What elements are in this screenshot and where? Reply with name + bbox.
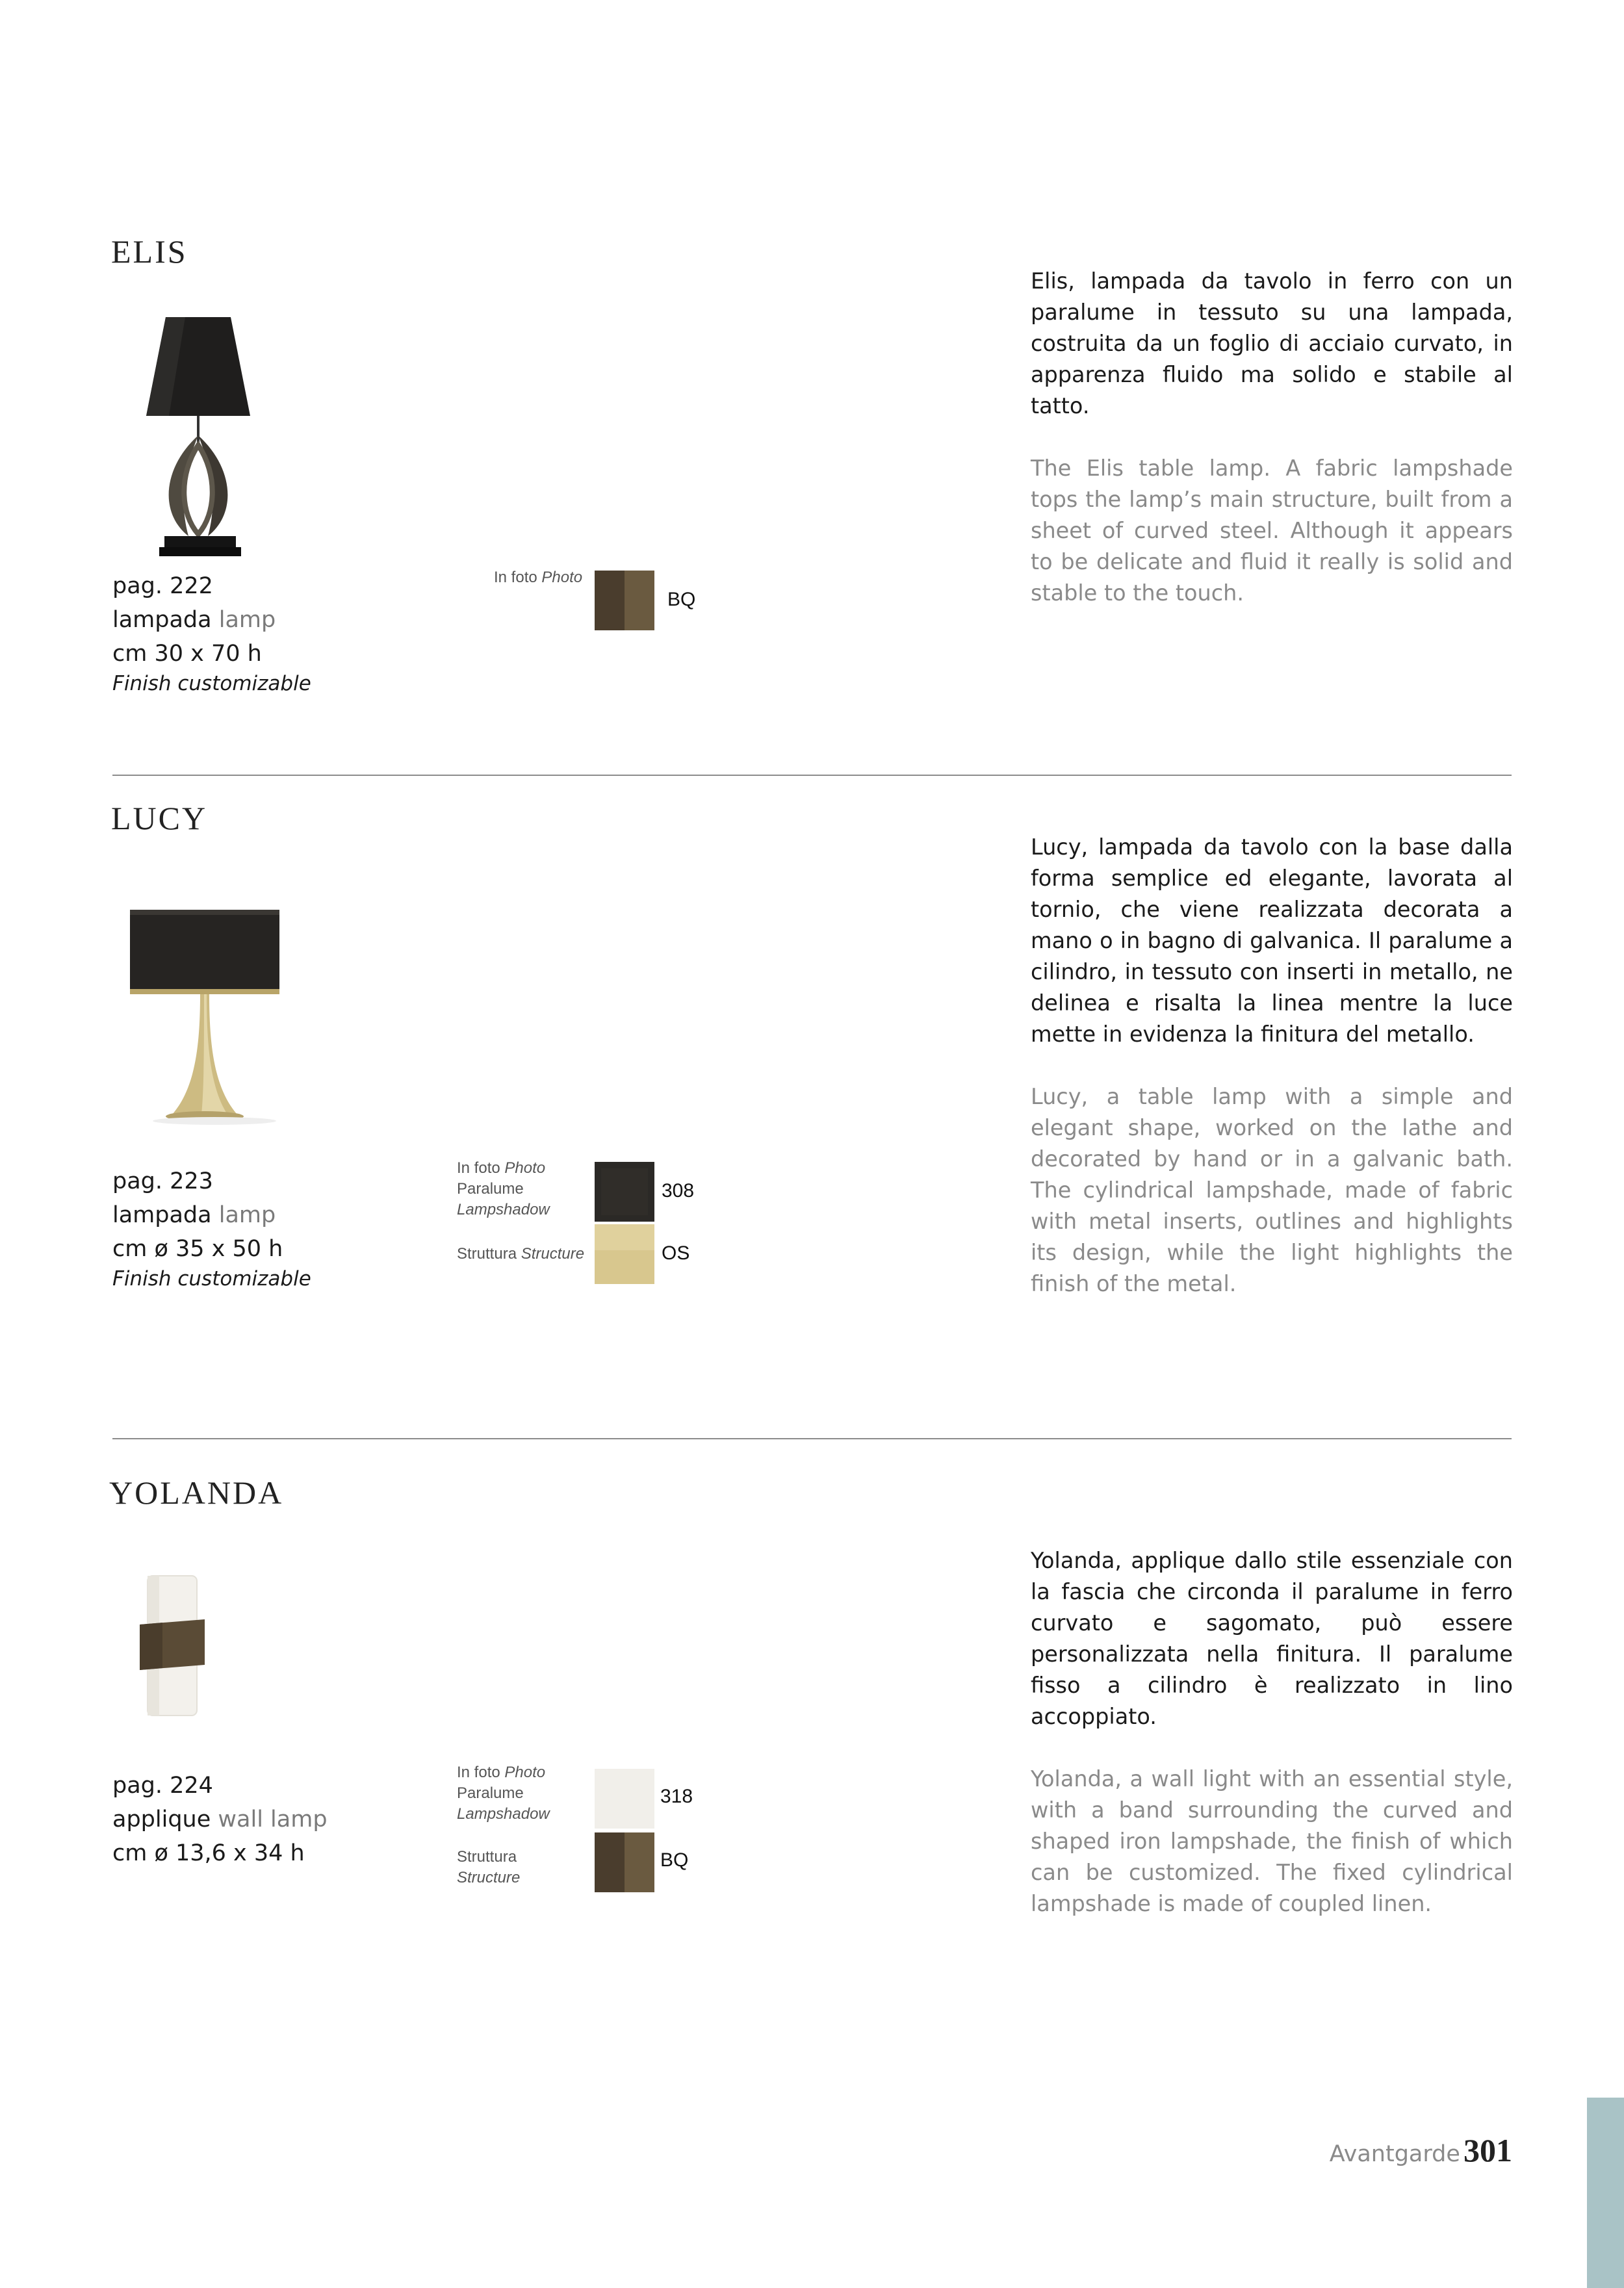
product-title-lucy: LUCY: [111, 800, 208, 836]
dimensions: cm 30 x 70 h: [112, 641, 262, 667]
finish-code: BQ: [660, 1849, 689, 1871]
page-footer: [1330, 2131, 1512, 2169]
page-ref: pag. 222: [112, 573, 213, 599]
yolanda-description: [1031, 1545, 1513, 1951]
product-title-elis: ELIS: [111, 233, 188, 270]
section-divider: [112, 775, 1512, 776]
section-tab: [1587, 2098, 1624, 2288]
finish-swatch-os: [595, 1224, 654, 1284]
elis-description: [1031, 266, 1513, 640]
table-lamp-icon: [123, 903, 305, 1127]
finish-code: OS: [662, 1242, 690, 1264]
finish-swatch-318: [595, 1769, 654, 1829]
finish-code: 318: [660, 1786, 693, 1807]
dimensions: cm ø 35 x 50 h: [112, 1236, 283, 1262]
table-lamp-icon: [133, 305, 263, 559]
finish-note: Finish customizable: [112, 672, 311, 695]
finish-label-structure: Struttura Structure: [457, 1848, 521, 1886]
page-ref: pag. 223: [112, 1168, 213, 1194]
page-number: 301: [1463, 2132, 1512, 2168]
type-line: lampada lamp: [112, 607, 276, 633]
finish-label-photo: In foto Photo: [494, 569, 583, 586]
description-it: Elis, lampada da tavolo in ferro con un paralume in tessuto su una lampada, costruita da un foglio di acciaio curvato, in apparenza fluido ma solido e stabile al tatto.: [1031, 268, 1513, 418]
lucy-lamp-image: [123, 903, 305, 1127]
finish-swatch-308: [595, 1162, 654, 1222]
lucy-description: [1031, 832, 1513, 1331]
description-en: Yolanda, a wall light with an essential style, with a band surrounding the curved and shaped iron lampshade, the finish of which can be customized. The fixed cylindrical lampshade is made of coupled linen.: [1031, 1766, 1513, 1916]
finish-label-lampshade: In foto Photo Paralume Lampshadow: [457, 1764, 550, 1823]
finish-code: 308: [662, 1180, 695, 1202]
lucy-info: [112, 1164, 311, 1292]
collection-name: Avantgarde: [1329, 2141, 1460, 2167]
finish-swatch-bq: [595, 1832, 654, 1892]
wall-lamp-icon: [136, 1573, 208, 1719]
finish-note: Finish customizable: [112, 1267, 311, 1291]
finish-code: BQ: [667, 589, 696, 610]
type-line: lampada lamp: [112, 1202, 276, 1228]
finish-swatch-bq: [595, 571, 654, 630]
product-title-yolanda: YOLANDA: [109, 1474, 284, 1511]
page-ref: pag. 224: [112, 1773, 213, 1799]
section-divider: [112, 1438, 1512, 1439]
finish-label-structure: Struttura Structure: [457, 1245, 585, 1263]
type-line: applique wall lamp: [112, 1806, 328, 1832]
yolanda-lamp-image: [136, 1573, 208, 1719]
dimensions: cm ø 13,6 x 34 h: [112, 1840, 305, 1866]
yolanda-info: [112, 1769, 328, 1870]
description-it: Yolanda, applique dallo stile essenziale con la fascia che circonda il paralume in ferro curvato e sagomato, può essere personalizzata nella finitura. Il paralume fisso a cilindro è realizzato in lino accoppiato.: [1031, 1548, 1513, 1729]
elis-info: [112, 569, 311, 697]
description-en: The Elis table lamp. A fabric lampshade tops the lamp’s main structure, built from a sheet of curved steel. Although it appears to be delicate and fluid it really is solid and stable to the touch.: [1031, 456, 1513, 606]
finish-label-lampshade: In foto Photo Paralume Lampshadow: [457, 1159, 550, 1218]
description-it: Lucy, lampada da tavolo con la base dalla forma semplice ed elegante, lavorata al tornio, che viene realizzata decorata a mano o in bagno di galvanica. Il paralume a cilindro, in tessuto con inserti in metallo, ne delinea e risalta la linea mentre la luce mette in evidenza la finitura del metallo.: [1031, 834, 1513, 1047]
description-en: Lucy, a table lamp with a simple and elegant shape, worked on the lathe and decorated by hand or in a galvanic bath. The cylindrical lampshade, made of fabric with metal inserts, outlines and highlights its design, while the light highlights the finish of the metal.: [1031, 1084, 1513, 1296]
elis-lamp-image: [133, 305, 263, 559]
